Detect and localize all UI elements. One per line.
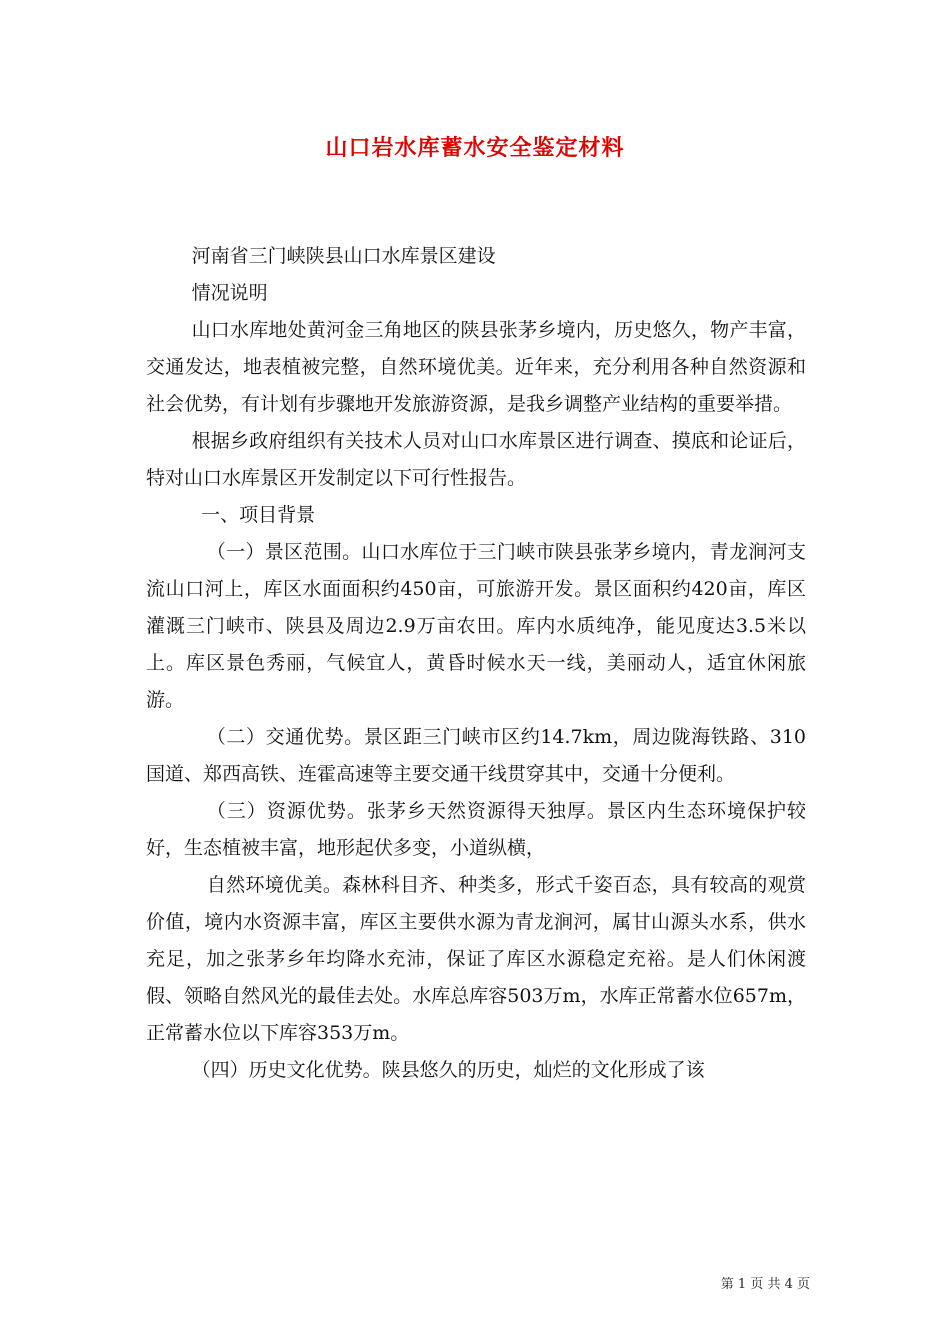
paragraph-report-purpose: 根据乡政府组织有关技术人员对山口水库景区进行调查、摸底和论证后，特对山口水库景区开发制定以下可行性报告。 xyxy=(146,430,806,489)
section-heading-project-background: 一、项目背景 xyxy=(201,504,316,526)
paragraph-scenic-area-scope: （一）景区范围。山口水库位于三门峡市陕县张茅乡境内，青龙涧河支流山口河上，库区水面面积约450亩，可旅游开发。景区面积约420亩，库区灌溉三门峡市、陕县及周边2.9万亩农田。库内水质纯净，能见度达3.5米以上。库区景色秀丽，气候宜人，黄昏时候水天一线，美丽动人，适宜休闲旅游。 xyxy=(146,541,806,711)
document-body xyxy=(146,238,806,1089)
paragraph-project-name: 河南省三门峡陕县山口水库景区建设 xyxy=(191,245,496,267)
paragraph-resource-advantage: （三）资源优势。张茅乡天然资源得天独厚。景区内生态环境保护较好，生态植被丰富，地形起伏多变，小道纵横， xyxy=(146,800,806,859)
paragraph-transport-advantage: （二）交通优势。景区距三门峡市区约14.7km，周边陇海铁路、310国道、郑西高铁、连霍高速等主要交通干线贯穿其中，交通十分便利。 xyxy=(146,726,806,785)
paragraph-intro: 山口水库地处黄河金三角地区的陕县张茅乡境内，历史悠久，物产丰富，交通发达，地表植被完整，自然环境优美。近年来，充分利用各种自然资源和社会优势，有计划有步骤地开发旅游资源，是我乡调整产业结构的重要举措。 xyxy=(146,319,806,415)
document-title: 山口岩水库蓄水安全鉴定材料 xyxy=(325,135,625,161)
page-number-footer: 第 1 页 共 4 页 xyxy=(720,1277,810,1292)
paragraph-section-label: 情况说明 xyxy=(191,282,268,304)
paragraph-natural-environment: 自然环境优美。森林科目齐、种类多，形式千姿百态，具有较高的观赏价值，境内水资源丰富，库区主要供水源为青龙涧河，属甘山源头水系，供水充足，加之张茅乡年均降水充沛，保证了库区水源稳定充裕。是人们休闲渡假、领略自然风光的最佳去处。水库总库容503万m，水库正常蓄水位657m，正常蓄水位以下库容353万m。 xyxy=(146,874,806,1044)
paragraph-history-culture: （四）历史文化优势。陕县悠久的历史，灿烂的文化形成了该 xyxy=(191,1059,705,1081)
